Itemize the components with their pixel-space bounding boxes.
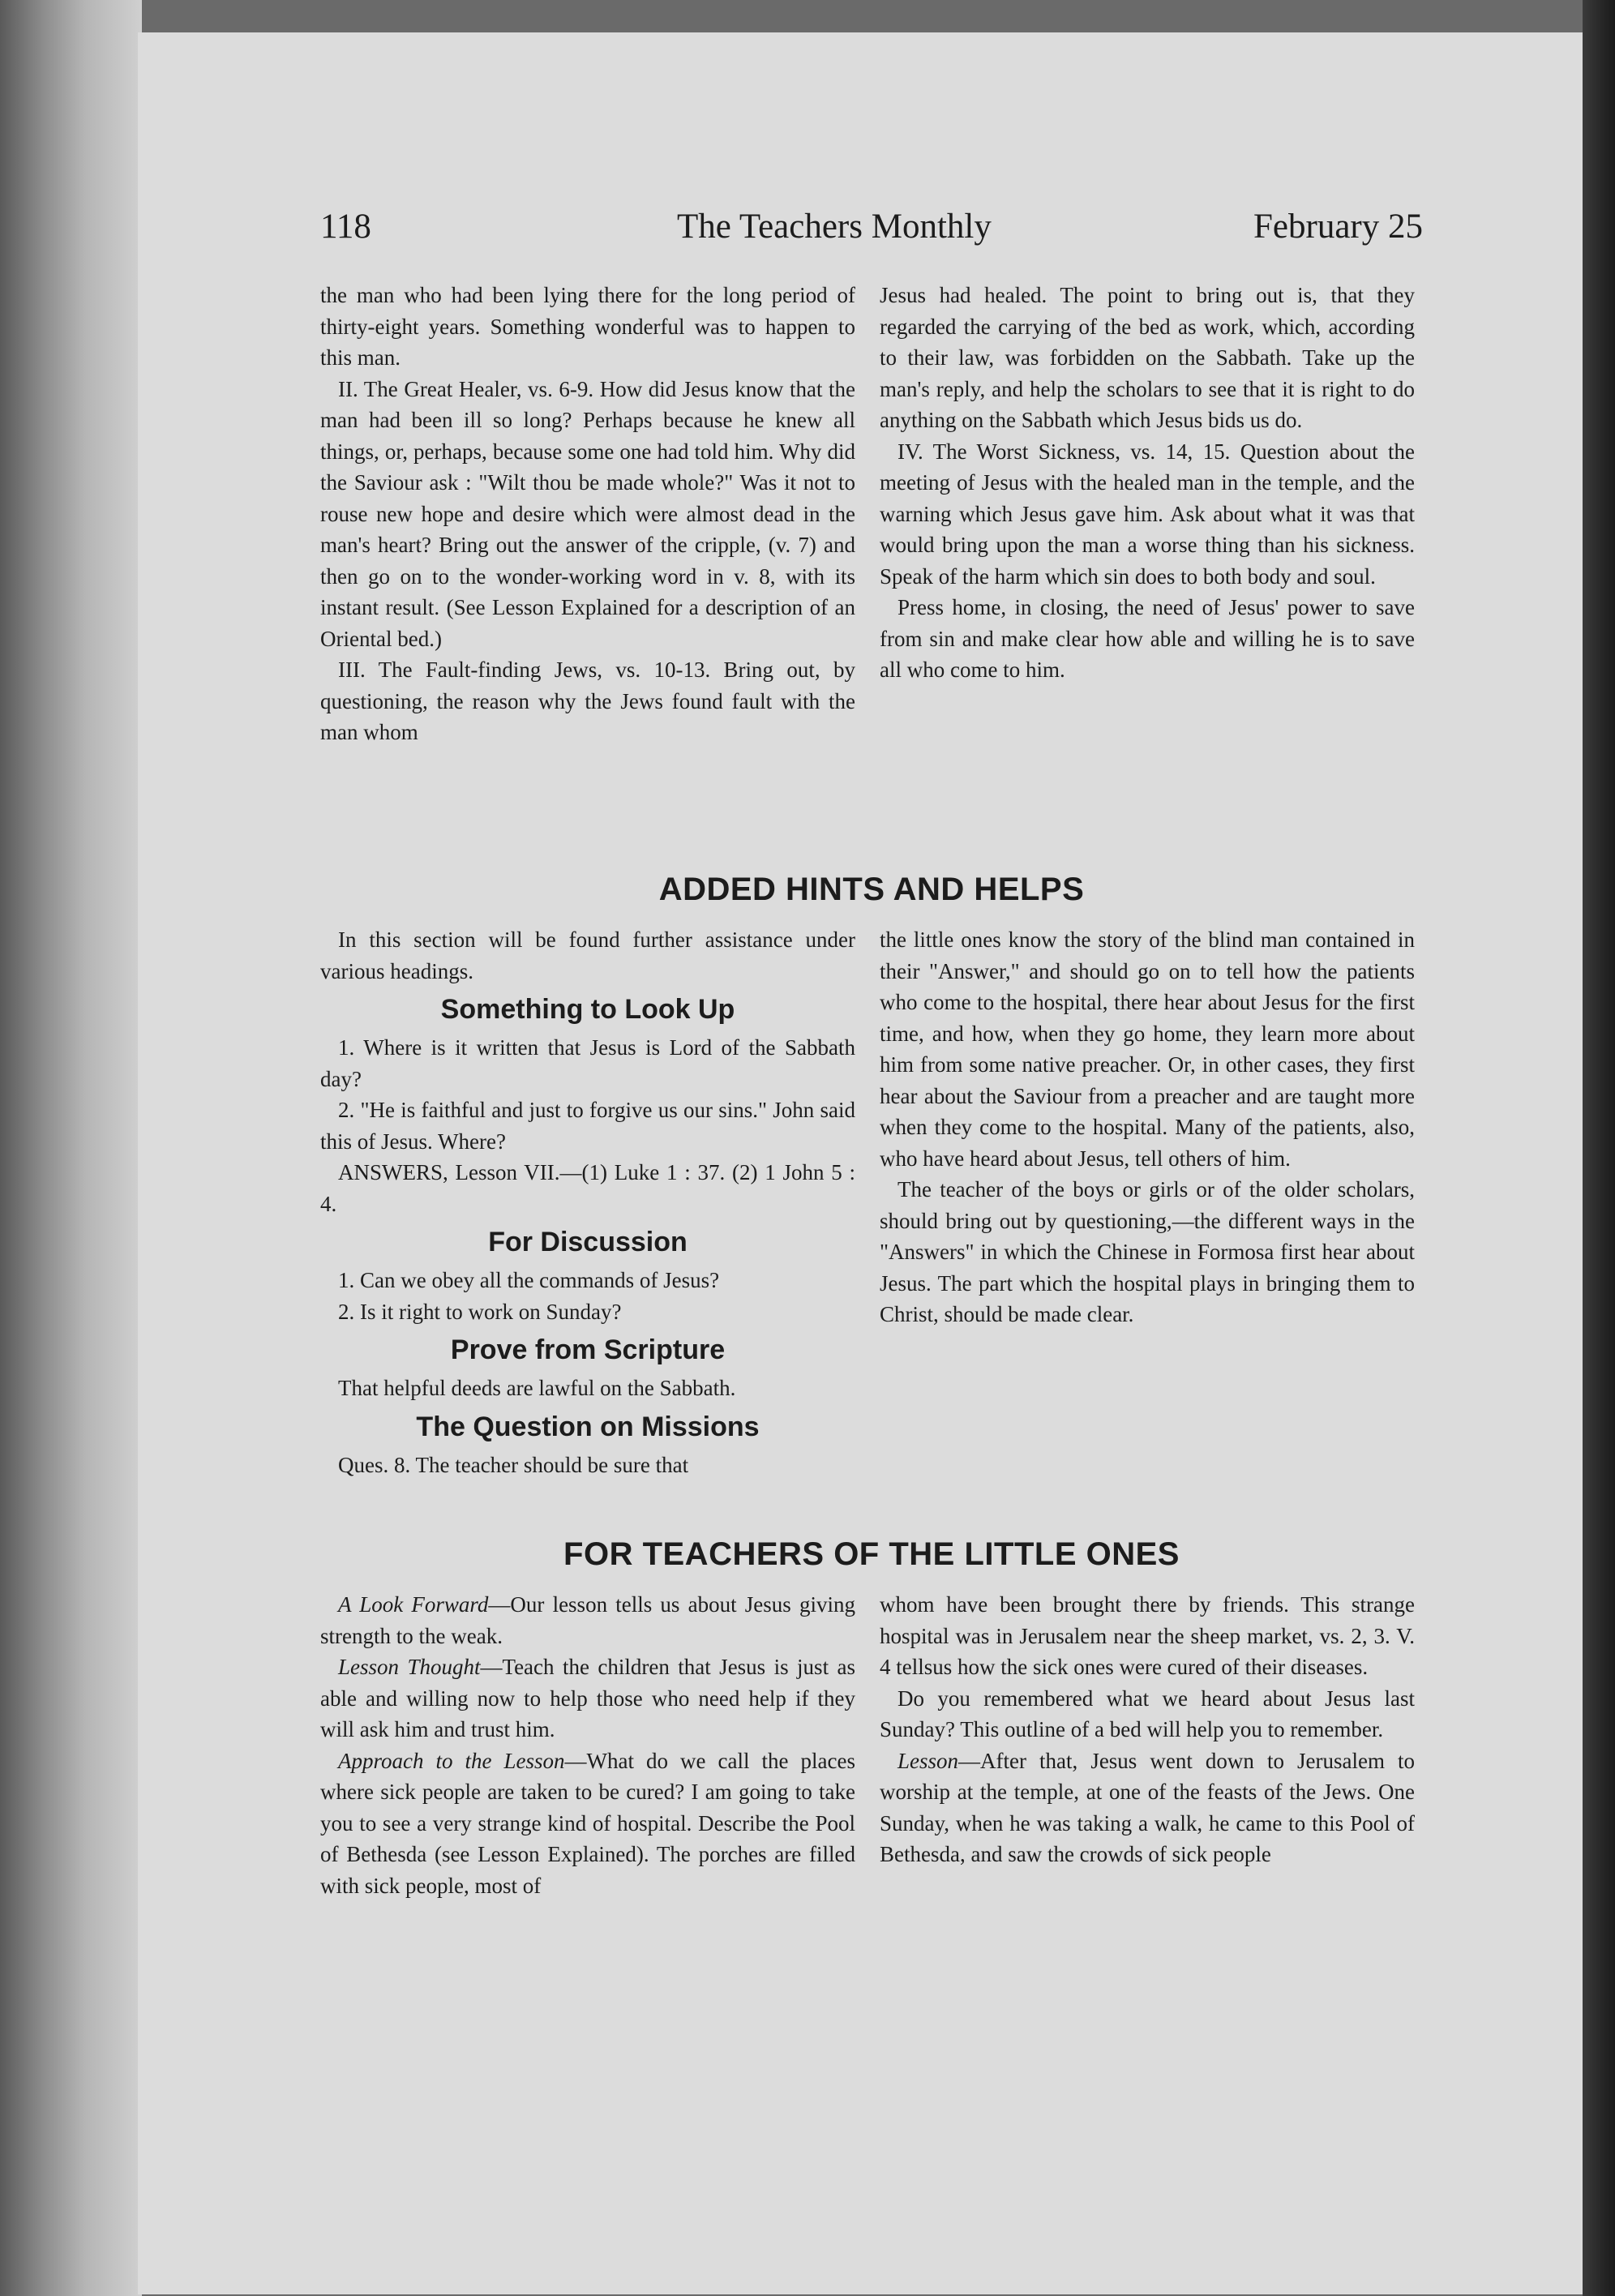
intro-text: In this section will be found further assistance under various headings. <box>320 927 855 983</box>
running-head <box>320 207 1423 263</box>
paragraph: whom have been brought there by friends. This strange hospital was in Jerusalem near the sheep market, vs. 2, 3. V. 4 tellsus how the sick ones were cured of their diseases. <box>880 1592 1415 1679</box>
missions-text: Ques. 8. The teacher should be sure that <box>338 1452 689 1477</box>
added-hints-left-column <box>320 924 855 1480</box>
paragraph: The teacher of the boys or girls or of the older scholars, should bring out by questioning,—the different ways in the "Answers" in which the Chinese in Formosa first hear about Jesus. The part which the hospital plays in bringing them to Christ, should be made clear. <box>880 1177 1415 1326</box>
little-ones-right-column <box>880 1589 1415 1870</box>
page-number: 118 <box>320 208 371 246</box>
paragraph <box>320 1746 855 1902</box>
paragraph <box>320 1651 855 1746</box>
discussion-item: 1. Can we obey all the commands of Jesus? <box>338 1268 720 1292</box>
paragraph-label: Lesson <box>897 1748 959 1773</box>
question-item: 1. Where is it written that Jesus is Lord of the Sabbath day? <box>320 1035 855 1091</box>
paragraph-text: —Our lesson tells us about Jesus giving strength to the weak. <box>320 1592 855 1648</box>
subheading-missions: The Question on Missions <box>416 1411 760 1442</box>
top-left-column <box>320 280 855 748</box>
discussion-item: 2. Is it right to work on Sunday? <box>338 1299 622 1324</box>
paragraph: Do you remembered what we heard about Jesus last Sunday? This outline of a bed will help you to remember. <box>880 1686 1415 1741</box>
book-spine <box>0 0 142 2296</box>
paragraph: III. The Fault-finding Jews, vs. 10-13. Bring out, by questioning, the reason why the Jews found fault with the man whom <box>320 658 855 744</box>
paragraph-label: Lesson Thought <box>338 1655 481 1679</box>
paragraph <box>320 1589 855 1651</box>
paragraph: the man who had been lying there for the long period of thirty-eight years. Something wonderful was to happen to this man. <box>320 283 855 370</box>
publication-title: The Teachers Monthly <box>677 208 992 246</box>
paragraph-label: Approach to the Lesson <box>338 1748 565 1773</box>
paragraph-label: A Look Forward <box>338 1592 489 1617</box>
section-heading-little-ones: FOR TEACHERS OF THE LITTLE ONES <box>563 1536 1180 1572</box>
subheading-discussion: For Discussion <box>488 1227 688 1257</box>
paragraph: the little ones know the story of the blind man contained in their "Answer," and should go on to tell how the patients who come to the hospital, there hear about Jesus for the first time, and how, when they go home, they learn more about him from some native preacher. Or, in other cases, they first hear about the Saviour from a preacher and are taught more when they come to the hospital. Many of the patients, also, who have heard about Jesus, tell others of him. <box>880 927 1415 1171</box>
page-edge <box>1583 0 1615 2296</box>
paragraph <box>880 1746 1415 1870</box>
answers-line: ANSWERS, Lesson VII.—(1) Luke 1 : 37. (2) 1 John 5 : 4. <box>320 1160 855 1216</box>
paragraph-text: —What do we call the places where sick people are taken to be cured? I am going to take you to see a very strange kind of hospital. Describe the Pool of Bethesda (see Lesson Explained). The porches are filled with sick people, most of <box>320 1748 856 1898</box>
subheading-look-up: Something to Look Up <box>440 994 735 1025</box>
paragraph: Jesus had healed. The point to bring out is, that they regarded the carrying of the bed as work, which, according to their law, was forbidden on the Sabbath. Take up the man's reply, and help the scholars to see that it is right to do anything on the Sabbath which Jesus bids us do. <box>880 283 1415 432</box>
paragraph: Press home, in closing, the need of Jesus' power to save from sin and make clear how able and willing he is to save all who come to him. <box>880 595 1415 682</box>
paragraph: II. The Great Healer, vs. 6-9. How did Jesus know that the man had been ill so long? Perhaps because he knew all things, or, perhaps, because some one had told him. Why did the Saviour ask : "Wilt thou be made whole?" Was it not to rouse new hope and desire which were almost dead in the man's heart? Bring out the answer of the cripple, (v. 7) and then go on to the wonder-working word in v. 8, with its instant result. (See Lesson Explained for a description of an Oriental bed.) <box>320 376 855 651</box>
prove-text: That helpful deeds are lawful on the Sabbath. <box>338 1376 736 1400</box>
top-right-column <box>880 280 1415 686</box>
page-content <box>320 207 1423 2250</box>
added-hints-right-column <box>880 924 1415 1330</box>
issue-date: February 25 <box>1253 208 1423 246</box>
paragraph-text: —Teach the children that Jesus is just as able and willing now to help those who need help if they will ask him and trust him. <box>320 1655 855 1741</box>
little-ones-left-column <box>320 1589 855 1901</box>
section-heading-added-hints: ADDED HINTS AND HELPS <box>658 872 1085 907</box>
paragraph: IV. The Worst Sickness, vs. 14, 15. Question about the meeting of Jesus with the healed man in the temple, and the warning which Jesus gave him. Ask about what it was that would bring upon the man a worse thing than his sickness. Speak of the harm which sin does to both body and soul. <box>880 439 1415 589</box>
paragraph-text: —After that, Jesus went down to Jerusalem to worship at the temple, at one of the feasts of the Jews. One Sunday, when he was taking a walk, he came to this Pool of Bethesda, and saw the crowds of sick people <box>880 1748 1415 1866</box>
subheading-prove: Prove from Scripture <box>450 1334 726 1365</box>
question-item: 2. "He is faithful and just to forgive us our sins." John said this of Jesus. Where? <box>320 1098 855 1154</box>
